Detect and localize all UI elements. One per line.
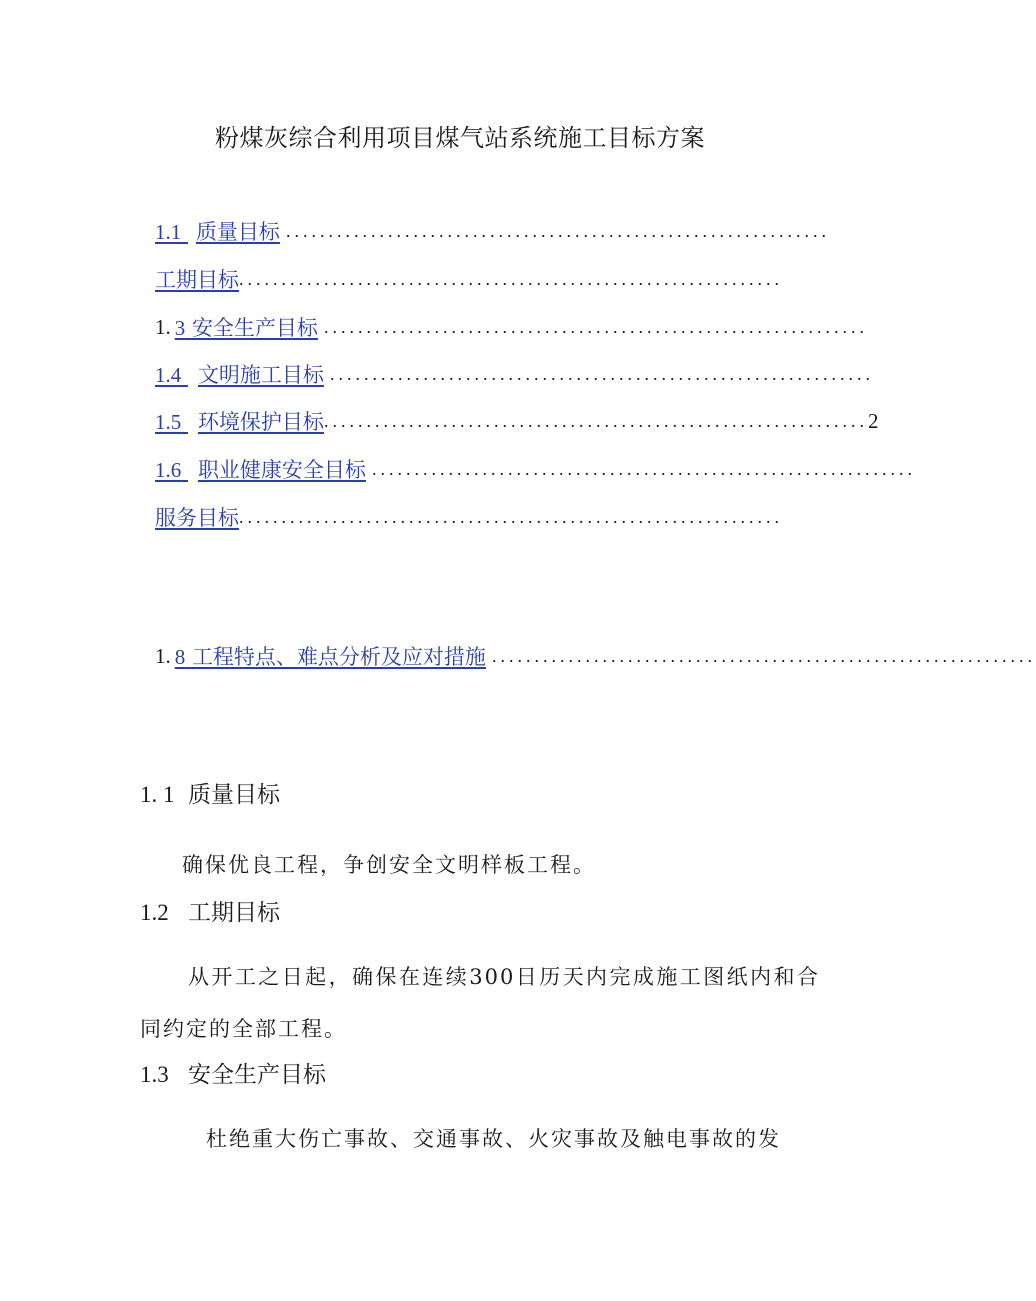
document-title: 粉煤灰综合利用项目煤气站系统施工目标方案 [215,124,705,152]
toc-leader-dots: ................................................................ [285,220,830,241]
toc-entry-schedule[interactable] [155,264,810,294]
toc-label: 服务目标 [155,506,239,530]
toc-entry-service[interactable] [155,502,810,532]
section-title: 安全生产目标 [188,1062,326,1087]
toc-link[interactable] [155,406,324,436]
section-title: 质量目标 [188,782,280,807]
section-heading-quality [140,776,280,809]
section-number: 1.2 [140,900,169,925]
section-body-safety: 杜绝重大伤亡事故、交通事故、火灾事故及触电事故的发 [206,1127,781,1151]
section-body-quality: 确保优良工程，争创安全文明样板工程。 [182,853,596,877]
toc-leader-dots: ................................................................ [329,363,874,384]
section-number: 1. 1 [140,782,175,807]
toc-page-number: 2 [867,408,879,433]
toc-link[interactable] [155,216,280,246]
section-title: 工期目标 [188,900,280,925]
toc-number: 1.5 [155,410,182,434]
toc-label: 工程特点、难点分析及应对措施 [191,645,486,669]
toc-entry-quality[interactable] [155,216,830,246]
toc-leader-dots: ................................................................ [491,645,1036,666]
toc-leader-dots: ................................................................ [323,316,868,337]
toc-label: 质量目标 [195,220,280,244]
toc-label: 安全生产目标 [191,316,318,340]
section-heading-safety [140,1056,326,1089]
section-heading-schedule [140,894,280,927]
toc-entry-health[interactable] [155,454,916,484]
toc-link[interactable] [155,502,239,532]
toc-label: 职业健康安全目标 [197,458,366,482]
section-body-schedule: 从开工之日起，确保在连续300日历天内完成施工图纸内和合同约定的全部工程。 [140,965,820,1041]
toc-entry-safety[interactable] [155,312,868,342]
toc-number-prefix: 1. [155,314,171,339]
toc-label: 环境保护目标 [197,410,324,434]
toc-number: 8 [174,645,186,669]
toc-number: 1.1 [155,220,182,244]
toc-label: 工期目标 [155,268,239,292]
toc-leader-dots: ................................................................ [323,410,868,431]
toc-leader-dots: ................................................................ [239,506,783,527]
toc-entry-environment[interactable] [155,406,879,436]
toc-label: 文明施工目标 [197,363,324,387]
toc-number: 1.4 [155,363,182,387]
toc-entry-civilized[interactable] [155,359,874,389]
toc-leader-dots: ................................................................ [239,268,783,289]
toc-link[interactable] [175,312,318,342]
section-number: 1.3 [140,1062,169,1087]
toc-number-prefix: 1. [155,643,171,668]
toc-link[interactable] [155,264,239,294]
toc-entry-difficulties[interactable] [155,641,1036,671]
toc-link[interactable] [155,359,324,389]
toc-number: 1.6 [155,458,182,482]
toc-leader-dots: ................................................................ [371,458,916,479]
toc-link[interactable] [175,641,486,671]
toc-number: 3 [174,316,186,340]
toc-link[interactable] [155,454,366,484]
